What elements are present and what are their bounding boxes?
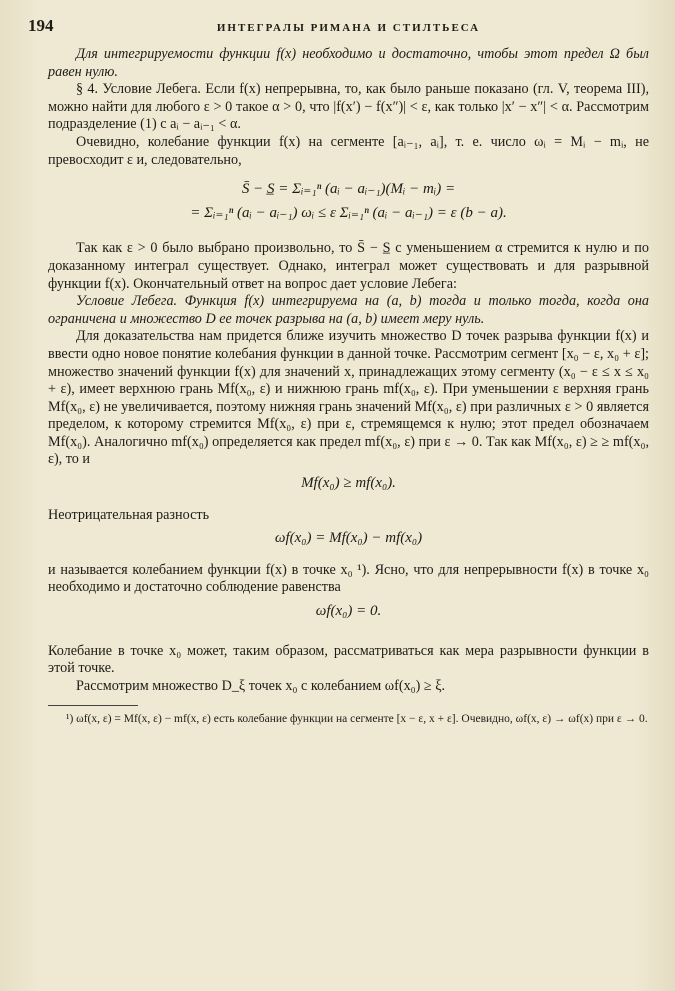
page-header — [28, 16, 649, 46]
formula-sum-2: = Σᵢ₌₁ⁿ (aᵢ − aᵢ₋₁) ωᵢ ≤ ε Σᵢ₌₁ⁿ (aᵢ − aᵢ₋₁) = ε (b − a). — [190, 204, 507, 221]
footnote — [48, 712, 649, 727]
formula-omega: ωf(x₀) = Mf(x₀) − mf(x₀) — [274, 530, 423, 547]
main-text — [48, 46, 649, 695]
formula-inequality: Mf(x₀) ≥ mf(x₀). — [301, 475, 396, 492]
paragraph-conclusion: Так как ε > 0 было выбрано произвольно, то S̄ − S̲ с уменьшением α стремится к нулю и по доказанному интеграл существует. Однако, интеграл может существовать и для разрывной функции f(x). Окончательный ответ на вопрос дает условие Лебега: — [48, 240, 649, 292]
paragraph-difference: Неотрицательная разность — [48, 506, 210, 523]
formula-continuity: ωf(x₀) = 0. — [315, 603, 382, 620]
paragraph-section-4: § 4. Условие Лебега. Если f(x) непрерывна, то, как было раньше показано (гл. V, теорема III), можно найти для любого ε > 0 такое α > 0, что |f(x′) − f(x″)| < ε, как только |x′ − x″| < α. Рассмотрим подразделение (1) с aᵢ − aᵢ₋₁ < α. — [48, 81, 649, 133]
formula-sum-1: S̄ − S̲ = Σᵢ₌₁ⁿ (aᵢ − aᵢ₋₁)(Mᵢ − mᵢ) = — [241, 181, 456, 198]
paragraph-measure: Колебание в точке x₀ может, таким образом, рассматриваться как мера разрывности функции в этой точке. — [48, 642, 649, 677]
footnote-rule — [48, 705, 138, 706]
paragraph-intro: Для интегрируемости функции f(x) необходимо и достаточно, чтобы этот предел Ω был равен нулю. — [48, 46, 649, 80]
running-head: ИНТЕГРАЛЫ РИМАНА И СТИЛТЬЕСА — [216, 22, 481, 34]
footnote-text: ¹) ωf(x, ε) = Mf(x, ε) − mf(x, ε) есть колебание функции на сегменте [x − ε, x + ε]. Очевидно, ωf(x, ε) → ωf(x) при ε → 0. — [66, 713, 648, 726]
paragraph-oscillation: Очевидно, колебание функции f(x) на сегменте [aᵢ₋₁, aᵢ], т. е. число ωᵢ = Mᵢ − mᵢ, не превосходит ε и, следовательно, — [48, 133, 649, 168]
paragraph-d-xi: Рассмотрим множество D_ξ точек x₀ с колебанием ωf(x₀) ≥ ξ. — [76, 677, 446, 694]
paragraph-proof: Для доказательства нам придется ближе изучить множество D точек разрыва функции f(x) и ввести одно новое понятие колебания функции в данной точке. Рассмотрим сегмент [x₀ − ε, x₀ + ε]; множество значений функции f(x) для значений x, принадлежащих этому сегменту (x₀ − ε ≤ x ≤ x₀ + ε), имеет верхнюю грань Mf(x₀, ε) и нижнюю грань mf(x₀, ε). При уменьшении ε верхняя грань Mf(x₀, ε) не увеличивается, поэтому нижняя грань значений Mf(x₀, ε) при различных ε > 0 является пределом, к которому стремится Mf(x₀, ε) при ε, стремящемся к нулю; этот предел обозначаем Mf(x₀). Аналогично mf(x₀) определяется как предел mf(x₀, ε) при ε → 0. Так как Mf(x₀, ε) ≥ ≥ mf(x₀, ε), то и — [48, 328, 649, 468]
page-number: 194 — [28, 16, 54, 35]
paragraph-oscillation-definition: и называется колебанием функции f(x) в точке x₀ ¹). Ясно, что для непрерывности f(x) в точке x₀ необходимо и достаточно соблюдение равенства — [48, 561, 649, 596]
paragraph-lebesgue-condition: Условие Лебега. Функция f(x) интегрируема на (a, b) тогда и только тогда, когда она ограничена и множество D ее точек разрыва на (a, b) имеет меру нуль. — [48, 293, 649, 327]
